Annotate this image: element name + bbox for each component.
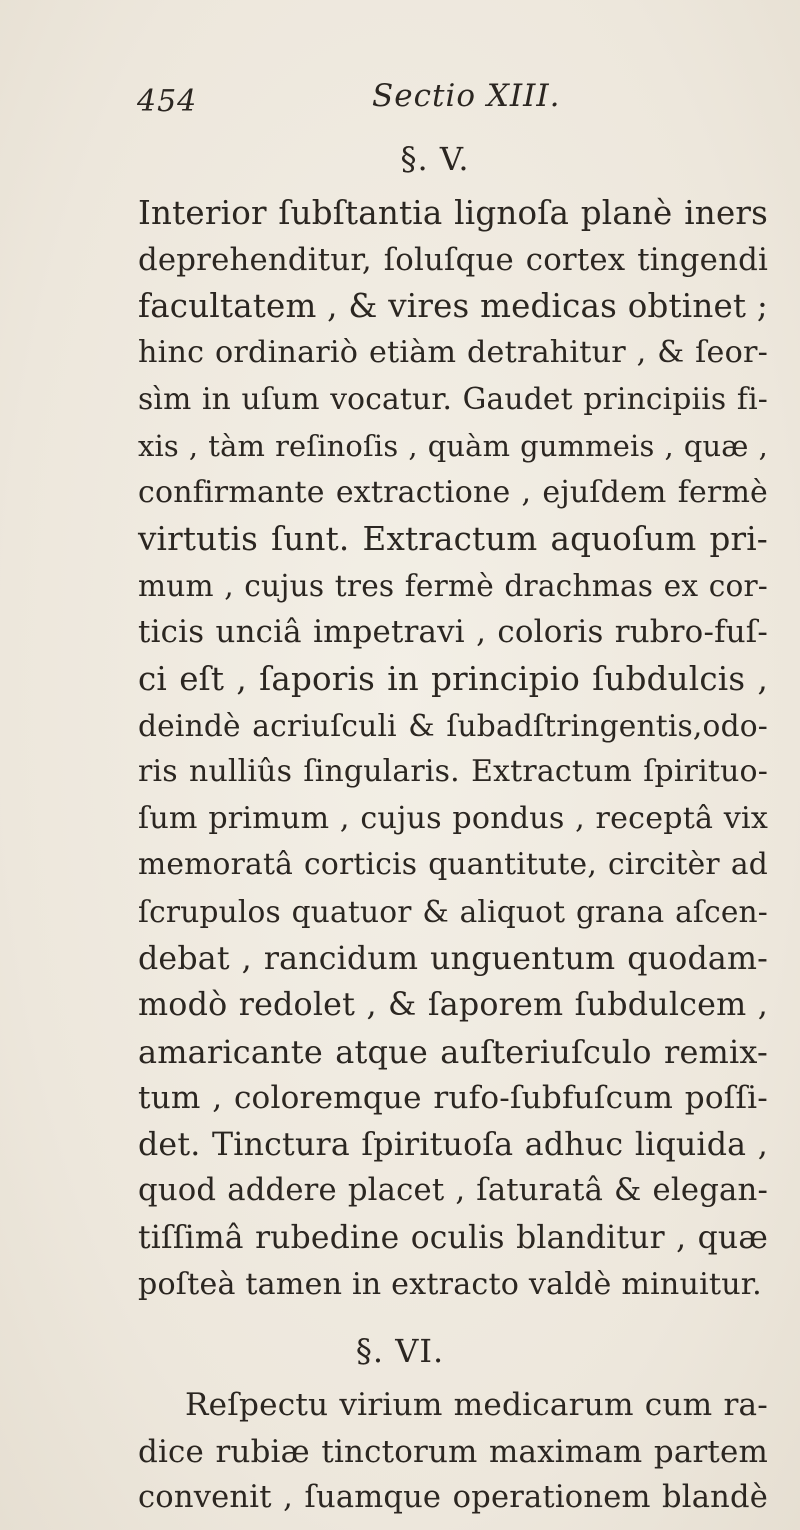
text-line: facultatem , & vires medicas obtinet ;	[138, 287, 768, 326]
text-line: Reſpectu virium medicarum cum ra-	[185, 1387, 768, 1423]
text-line: debat , rancidum unguentum quodam-	[138, 940, 768, 977]
text-line: det. Tinctura ſpirituoſa adhuc liquida ,	[138, 1126, 768, 1163]
paragraph	[138, 1382, 768, 1522]
running-head	[0, 78, 800, 128]
text-line: mum , cujus tres fermè drachmas ex cor-	[138, 568, 768, 603]
page-number: 454	[137, 84, 198, 119]
text-line: deprehenditur, ſoluſque cortex tingendi	[138, 241, 768, 278]
paragraph	[138, 190, 768, 1308]
text-line: amaricante atque auſteriuſculo remix-	[138, 1032, 768, 1071]
text-line: modò redolet , & ſaporem ſubdulcem ,	[138, 987, 768, 1024]
text-line: convenit , ſuamque operationem blandè	[138, 1480, 768, 1516]
text-line: deindè acriuſculi & ſubadſtringentis,odo-	[138, 707, 768, 743]
text-line: ſum primum , cujus pondus , receptâ vix	[138, 800, 768, 836]
text-line: virtutis ſunt. Extractum aquoſum pri-	[138, 520, 768, 559]
text-line: poſteà tamen in extracto valdè minuitur.	[138, 1266, 762, 1302]
text-line: tiſſimâ rubedine oculis blanditur , quæ	[138, 1220, 768, 1257]
text-line: hinc ordinariò etiàm detrahitur , & ſeor-	[138, 334, 768, 370]
text-line: Interior ſubſtantia lignoſa planè iners	[138, 194, 768, 232]
text-line: tum , coloremque rufo-ſubfuſcum poſſi-	[138, 1080, 768, 1117]
text-line: ticis unciâ impetravi , coloris rubro-fuſ-	[138, 614, 768, 651]
text-line: ris nulliûs ſingularis. Extractum ſpirituo-	[138, 754, 768, 790]
text-line: ci eſt , ſaporis in principio ſubdulcis ,	[138, 659, 768, 698]
text-line: quod addere placet , ſaturatâ & elegan-	[138, 1173, 768, 1209]
text-line: dice rubiæ tinctorum maximam partem	[138, 1433, 768, 1470]
section-heading: §. VI.	[355, 1332, 445, 1370]
text-line: confirmante extractione , ejuſdem fermè	[138, 474, 768, 510]
text-line: ſcrupulos quatuor & aliquot grana aſcen-	[138, 894, 768, 929]
text-line: memoratâ corticis quantitute, circitèr ad	[138, 847, 768, 883]
text-line: xis , tàm reſinoſis , quàm gummeis , quæ ,	[138, 428, 768, 463]
text-line: sìm in uſum vocatur. Gaudet principiis fi-	[138, 381, 768, 417]
running-section-title: Sectio XIII.	[372, 78, 561, 114]
section-heading: §. V.	[400, 140, 470, 178]
